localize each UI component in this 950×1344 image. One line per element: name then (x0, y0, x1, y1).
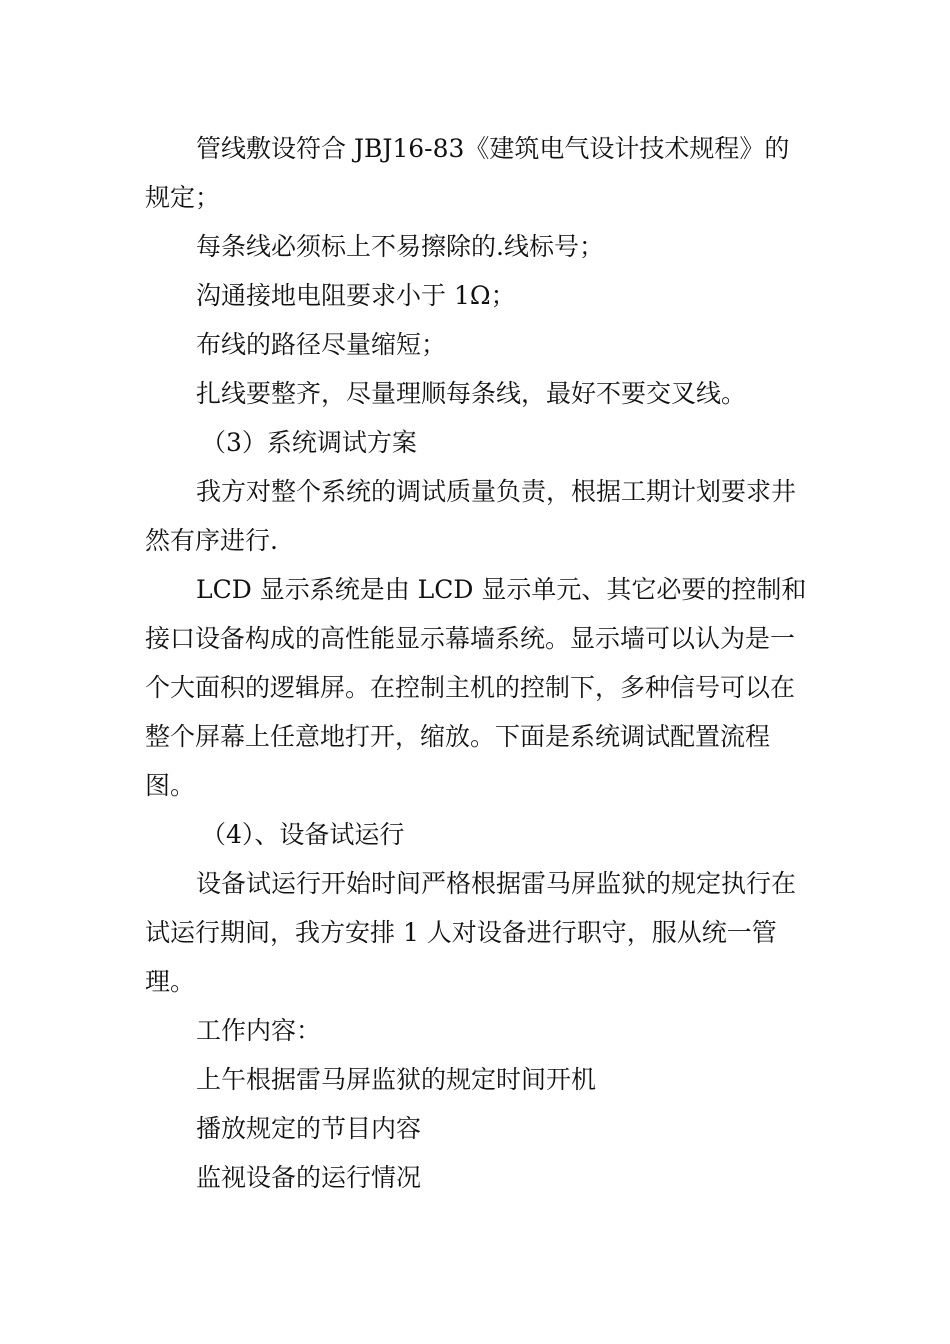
paragraph-wire-labels: 每条线必须标上不易擦除的.线标号； (196, 232, 604, 261)
section-heading-trial-run: （4）、设备试运行 (201, 820, 405, 849)
paragraph-wiring-path: 布线的路径尽量缩短； (196, 330, 447, 359)
paragraph-work-content-label: 工作内容： (196, 1016, 322, 1045)
list-item-play-program: 播放规定的节目内容 (196, 1114, 422, 1143)
paragraph-debug-responsibility: 我方对整个系统的调试质量负责，根据工期计划要求井然有序进行. (145, 477, 797, 555)
paragraph-grounding-resistance: 沟通接地电阻要求小于 1Ω； (196, 281, 516, 310)
document-body (145, 124, 810, 1202)
paragraph-lcd-system: LCD 显示系统是由 LCD 显示单元、其它必要的控制和接口设备构成的高性能显示幕墙系统。显示墙可以认为是一个大面积的逻辑屏。在控制主机的控制下，多种信号可以在整个屏幕上任意地打开，缩放。下面是系统调试配置流程图。 (145, 575, 807, 800)
paragraph-cable-tidy: 扎线要整齐，尽量理顺每条线，最好不要交叉线。 (196, 379, 747, 408)
paragraph-trial-run-schedule: 设备试运行开始时间严格根据雷马屏监狱的规定执行在试运行期间，我方安排 1 人对设备进行职守，服从统一管理。 (145, 869, 797, 996)
list-item-monitor-equipment: 监视设备的运行情况 (196, 1163, 422, 1192)
paragraph-wiring-standard: 管线敷设符合 JBJ16-83《建筑电气设计技术规程》的规定； (145, 134, 790, 212)
section-heading-debug-plan: （3）系统调试方案 (201, 428, 417, 457)
list-item-power-on: 上午根据雷马屏监狱的规定时间开机 (196, 1065, 597, 1094)
